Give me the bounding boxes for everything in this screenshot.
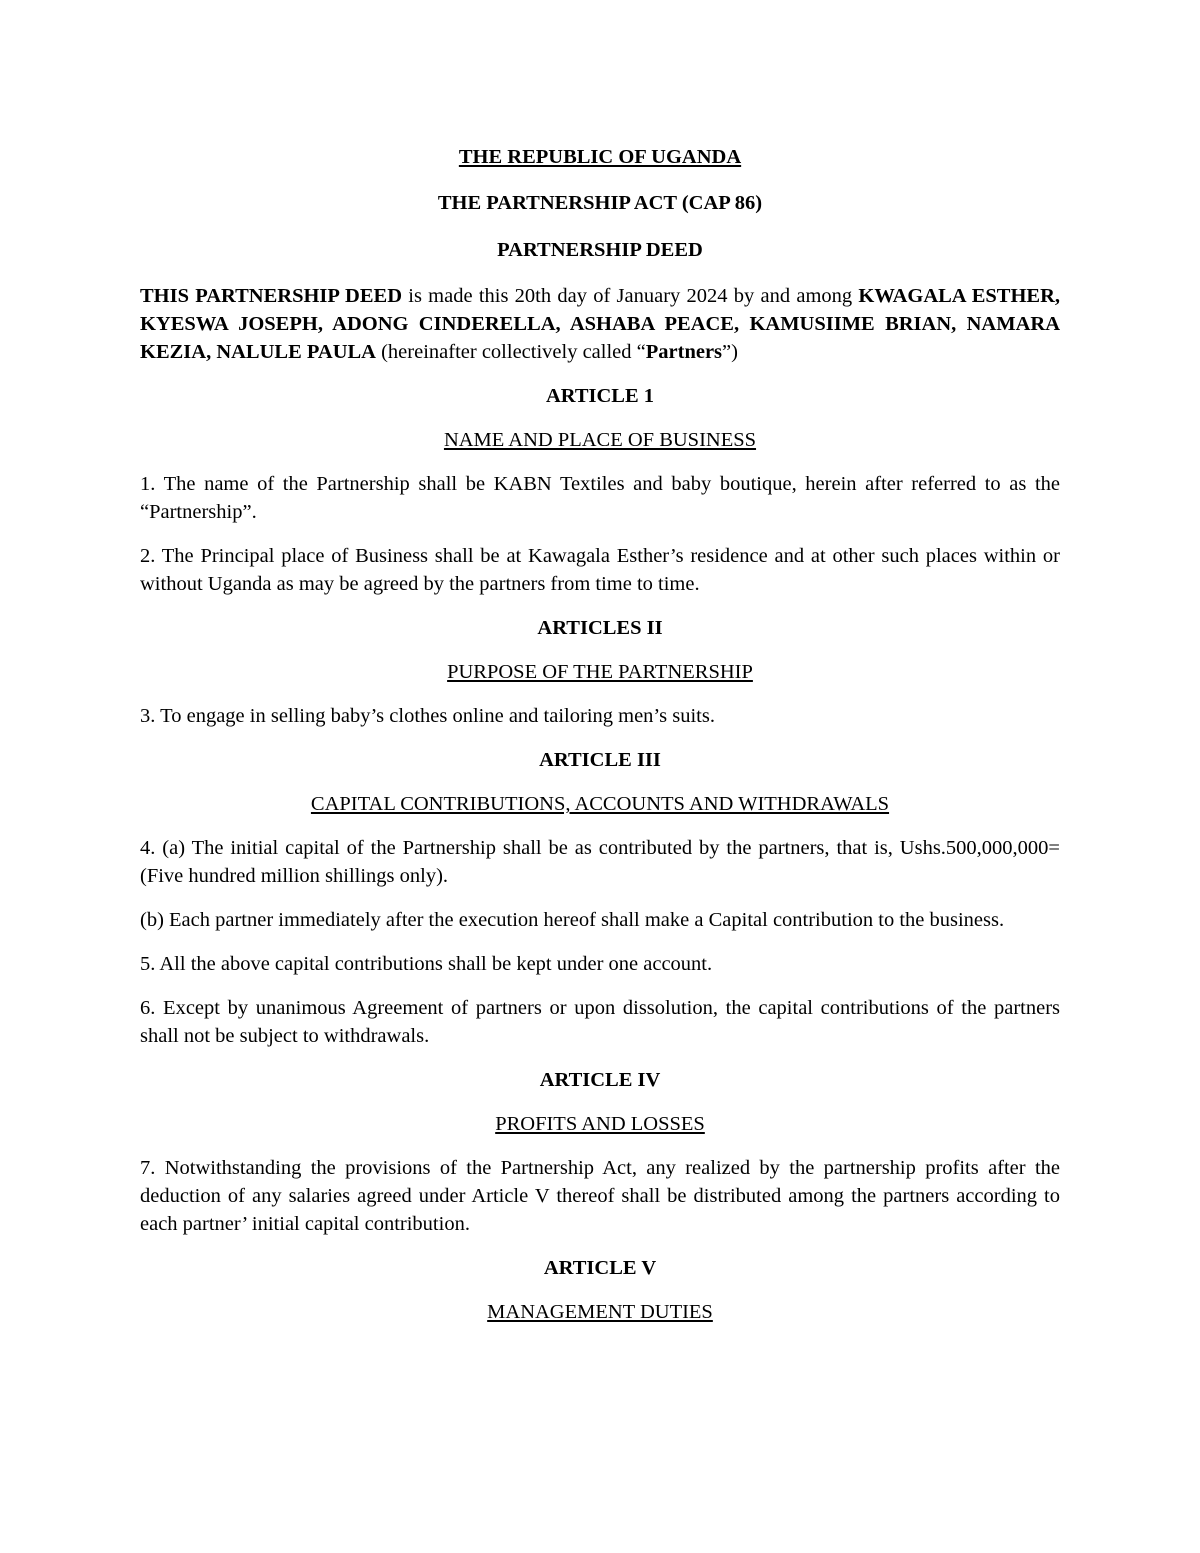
partners-term: Partners (645, 341, 723, 363)
clause-4b: (b) Each partner immediately after the execution hereof shall make a Capital contribution to the business. (140, 909, 1005, 931)
intro-lead: THIS PARTNERSHIP DEED (140, 285, 403, 307)
article-3-title: ARTICLE III (539, 749, 661, 771)
intro-close-text: ”) (722, 341, 738, 363)
clause-3: 3. To engage in selling baby’s clothes online and tailoring men’s suits. (140, 705, 715, 727)
article-1-subtitle: NAME AND PLACE OF BUSINESS (443, 429, 757, 451)
deed-title: PARTNERSHIP DEED (497, 239, 703, 261)
intro-tail-text: (hereinafter collectively called “ (375, 341, 646, 363)
article-1-title: ARTICLE 1 (545, 385, 655, 407)
clause-5: 5. All the above capital contributions shall be kept under one account. (140, 953, 713, 975)
article-4-subtitle: PROFITS AND LOSSES (495, 1113, 705, 1135)
article-2-title: ARTICLES II (537, 617, 663, 639)
clause-7: 7. Notwithstanding the provisions of the Partnership Act, any realized by the partnership profits after the deduction of any salaries agreed under Article V thereof shall be distributed among the partners according to each partner’ initial capital contribution. (140, 1157, 1060, 1235)
country-heading: THE REPUBLIC OF UGANDA (458, 146, 742, 168)
clause-2: 2. The Principal place of Business shall be at Kawagala Esther’s residence and at other such places within or without Uganda as may be agreed by the partners from time to time. (140, 545, 1060, 595)
article-5-title: ARTICLE V (543, 1257, 657, 1279)
act-heading: THE PARTNERSHIP ACT (CAP 86) (437, 192, 763, 214)
partner-names: KWAGALA ESTHER, KYESWA JOSEPH, ADONG CINDERELLA, ASHABA PEACE, KAMUSIIME BRIAN, NAMARA KEZIA, NALULE PAULA (140, 285, 1061, 363)
clause-1: 1. The name of the Partnership shall be KABN Textiles and baby boutique, herein after referred to as the “Partnership”. (140, 473, 1060, 523)
clause-6: 6. Except by unanimous Agreement of partners or upon dissolution, the capital contributions of the partners shall not be subject to withdrawals. (140, 997, 1060, 1047)
article-5-subtitle: MANAGEMENT DUTIES (487, 1301, 713, 1323)
article-2-subtitle: PURPOSE OF THE PARTNERSHIP (447, 661, 753, 683)
article-3-subtitle: CAPITAL CONTRIBUTIONS, ACCOUNTS AND WITHDRAWALS (310, 793, 890, 815)
intro-lead-text: is made this 20th day of January 2024 by and among (402, 285, 859, 307)
clause-4a: 4. (a) The initial capital of the Partnership shall be as contributed by the partners, that is, Ushs.500,000,000= (Five hundred million shillings only). (140, 837, 1060, 887)
intro-paragraph (140, 282, 1060, 366)
article-4-title: ARTICLE IV (539, 1069, 661, 1091)
